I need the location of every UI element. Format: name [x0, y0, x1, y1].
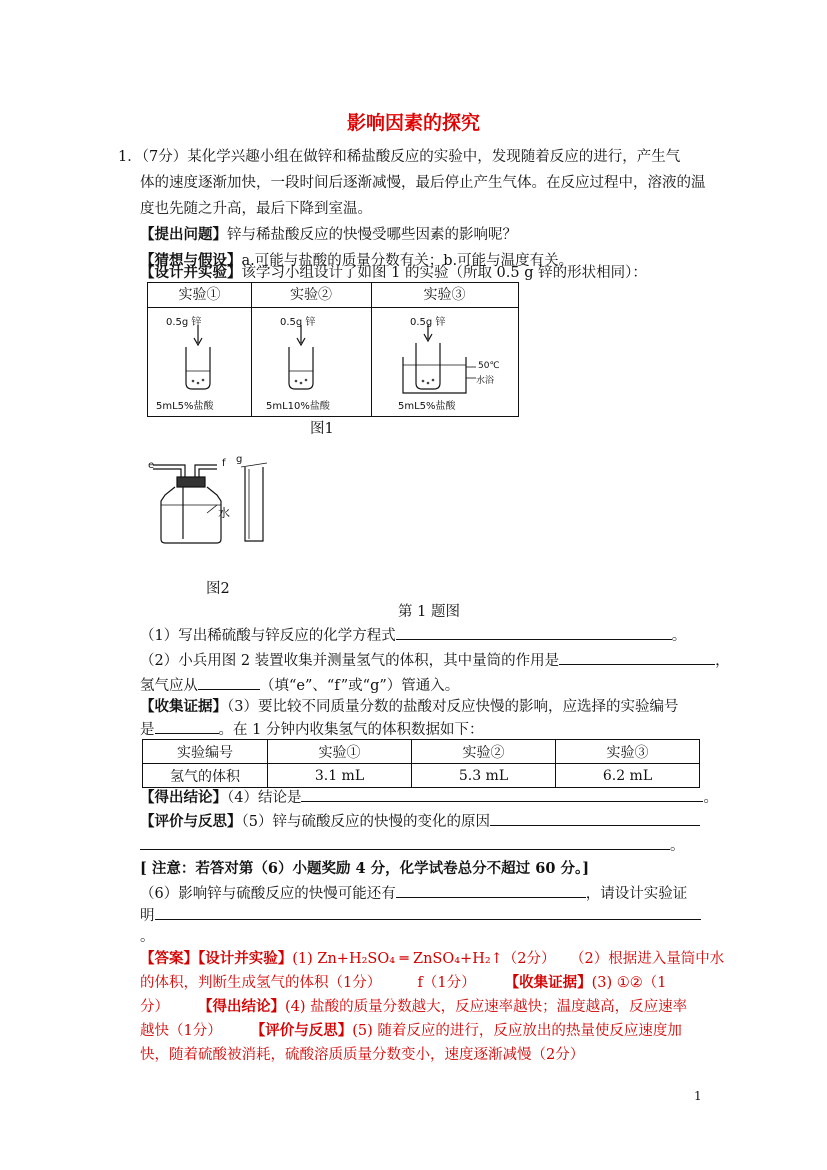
q3-text-3: 。在 1 分钟内收集氢气的体积数据如下：	[218, 722, 484, 738]
table-header: 实验编号	[143, 740, 268, 764]
figure-2-caption: 图2	[206, 581, 230, 597]
design-text: 该学习小组设计了如图 1 的实验（所取 0.5 g 锌的形状相同）：	[241, 265, 647, 281]
table-row-label: 氢气的体积	[143, 764, 268, 788]
bath-temp-label: 50℃	[478, 361, 500, 371]
question-intro-line-1: 1．（7分）某化学兴趣小组在做锌和稀盐酸反应的实验中，发现随着反应的进行，产生气	[118, 149, 681, 165]
answer-text-4: 越快（1分）	[140, 1023, 258, 1039]
zinc-label-3: 0.5g 锌	[410, 317, 446, 328]
fig2-label-water: 水	[218, 506, 231, 520]
fig1-header-2: 实验②	[251, 283, 371, 308]
q2-text-3: （填“e”、“f”或“g”）管通入。	[260, 678, 460, 694]
q6-text-3: 明	[140, 908, 155, 924]
question-2-line-1	[140, 647, 730, 674]
q2-answer-blank-1[interactable]	[559, 647, 715, 665]
question-5-line-1	[140, 808, 700, 835]
design-tag: 【设计并实验】	[140, 264, 242, 281]
question-intro-line-2: 体的速度逐渐加快，一段时间后逐渐减慢，最后停止产生气体。在反应过程中，溶液的温	[140, 175, 706, 191]
table-header: 实验②	[412, 740, 556, 764]
reflect-tag: 【评价与反思】	[140, 813, 242, 830]
fig2-label-f: f	[222, 458, 226, 469]
q6-end: 。	[140, 929, 155, 945]
answer-design-tag: 【设计并实验】	[198, 950, 293, 967]
ask-paragraph	[140, 222, 517, 248]
figure-2-drawing	[145, 455, 275, 550]
answer-text-2: 的体积，判断生成氢气的体积（1分） f（1分）	[140, 975, 512, 991]
q6-answer-blank-2[interactable]	[155, 902, 701, 920]
answer-line-5: 快，随着硫酸被消耗，硫酸溶质质量分数变小，速度逐渐减慢（2分）	[140, 1047, 585, 1063]
acid-label-3: 5mL5%盐酸	[398, 401, 456, 412]
table-header: 实验①	[268, 740, 412, 764]
q4-text: （4）结论是	[227, 790, 302, 806]
q4-answer-blank[interactable]	[301, 784, 703, 802]
answer-text-3b: (4) 盐酸的质量分数越大，反应速率越快；温度越高，反应速率	[285, 999, 688, 1015]
collect-tag: 【收集证据】	[140, 698, 227, 715]
figure-1-drawing	[148, 283, 518, 416]
figures-caption: 第 1 题图	[398, 604, 460, 620]
answer-text-3: 分）	[140, 999, 206, 1015]
figure-1-caption: 图1	[310, 421, 334, 437]
ask-tag: 【提出问题】	[140, 226, 227, 243]
q5-text: （5）锌与硫酸反应的快慢的变化的原因	[241, 814, 490, 830]
acid-label-2: 5mL10%盐酸	[266, 401, 330, 412]
answer-tag: 【答案】	[140, 950, 198, 967]
figure-1	[147, 282, 519, 417]
table-cell: 6.2 mL	[556, 764, 700, 788]
fig2-label-g: g	[236, 454, 243, 465]
fig1-header-3: 实验③	[371, 283, 518, 308]
zinc-label-1: 0.5g 锌	[166, 317, 202, 328]
q6-text-2: ，请设计实验证	[585, 886, 688, 902]
answer-line-3	[140, 994, 687, 1020]
question-5-line-2	[140, 832, 685, 859]
q2-comma: ，	[715, 653, 730, 669]
acid-label-1: 5mL5%盐酸	[156, 401, 214, 412]
q3-text: （3）要比较不同质量分数的盐酸对反应快慢的影响，应选择的实验编号	[227, 699, 679, 715]
answer-collect-tag: 【收集证据】	[511, 974, 592, 991]
answer-text-1: (1) Zn+H₂SO₄ ═ ZnSO₄+H₂↑（2分） （2）根据进入量筒中水	[292, 951, 725, 967]
guess-text: a.可能与盐酸的质量分数有关；b.可能与温度有关。	[241, 253, 574, 269]
ask-text: 锌与稀盐酸反应的快慢受哪些因素的影响呢？	[227, 227, 517, 243]
table-header: 实验③	[556, 740, 700, 764]
answer-line-4	[140, 1018, 682, 1044]
hydrogen-volume-table	[142, 739, 700, 788]
question-6-line-2	[140, 902, 701, 929]
q5-answer-blank-2[interactable]	[140, 832, 670, 850]
q5-answer-blank-1[interactable]	[490, 808, 700, 826]
q6-answer-blank-1[interactable]	[396, 880, 586, 898]
answer-conclude-tag: 【得出结论】	[205, 998, 285, 1015]
question-1	[140, 622, 686, 649]
question-4	[140, 784, 718, 811]
q4-end: 。	[703, 790, 718, 806]
q1-text: （1）写出稀硫酸与锌反应的化学方程式	[140, 628, 396, 644]
fig1-header-1: 实验①	[148, 283, 251, 308]
q2-text-2: 氢气应从	[140, 678, 198, 694]
bonus-note: [ 注意：若答对第（6）小题奖励 4 分，化学试卷总分不超过 60 分。]	[140, 860, 590, 877]
q3-answer-blank[interactable]	[155, 716, 219, 734]
q2-answer-blank-2[interactable]	[198, 672, 260, 690]
fig2-label-e: e	[148, 460, 155, 471]
q1-answer-blank[interactable]	[396, 622, 672, 640]
answer-line-2	[140, 970, 666, 996]
table-cell: 3.1 mL	[268, 764, 412, 788]
q5-end: 。	[670, 838, 685, 854]
answer-reflect-tag: 【评价与反思】	[257, 1022, 353, 1039]
zinc-label-2: 0.5g 锌	[280, 317, 316, 328]
q2-text: （2）小兵用图 2 装置收集并测量氢气的体积，其中量筒的作用是	[140, 653, 560, 669]
conclude-tag: 【得出结论】	[140, 789, 227, 806]
guess-tag: 【猜想与假设】	[140, 252, 242, 269]
table-header-row	[143, 740, 700, 764]
q1-end: 。	[671, 628, 687, 644]
page-title: 影响因素的探究	[346, 112, 480, 134]
bath-label: 水浴	[476, 376, 495, 386]
answer-text-2b: (3) ①②（1	[591, 975, 667, 991]
q3-text-2: 是	[140, 722, 155, 738]
answer-line-1	[140, 946, 724, 972]
page-number: 1	[694, 1089, 702, 1103]
answer-text-4b: (5) 随着反应的进行，反应放出的热量使反应速度加	[352, 1023, 682, 1039]
table-cell: 5.3 mL	[412, 764, 556, 788]
q6-text: （6）影响锌与硫酸反应的快慢可能还有	[140, 886, 396, 902]
question-intro-line-3: 度也先随之升高，最后下降到室温。	[140, 201, 372, 217]
